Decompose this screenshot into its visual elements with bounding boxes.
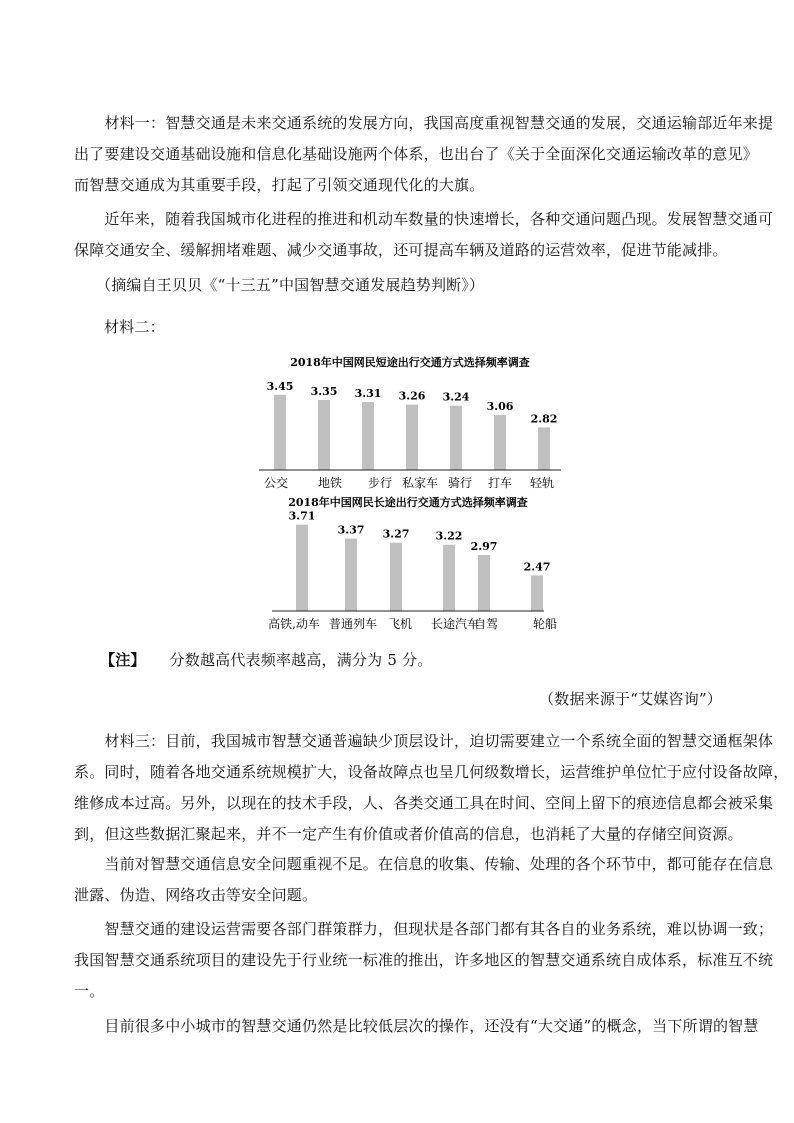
chart-title: 2018年中国网民短途出行交通方式选择频率调查: [290, 356, 530, 369]
data-source: [74, 684, 722, 715]
data-label: 3.35: [310, 384, 338, 398]
data-label: 3.37: [337, 523, 365, 537]
bar: [478, 555, 490, 611]
material3-paragraph-3: [74, 914, 774, 1007]
long-trip-bar-chart: [268, 490, 558, 632]
tick-label: 长途汽车: [430, 617, 480, 631]
data-label: 3.45: [266, 379, 294, 393]
bar: [318, 400, 330, 470]
data-label: 3.31: [354, 387, 382, 401]
text-line: 而智慧交通成为其重要手段，打起了引领交通现代化的大旗。: [74, 176, 485, 194]
text-line: 近年来，随着我国城市化进程的推进和机动车数量的快速增长，各种交通问题凸现。发展智慧交通可: [74, 210, 774, 228]
tick-label: 打车: [487, 476, 513, 490]
tick-label: 私家车: [401, 476, 439, 490]
chart-note: [100, 645, 748, 676]
tick-label: 普通列车: [328, 617, 378, 631]
material3-paragraph-1: [74, 726, 789, 850]
material3-paragraph-4: [74, 1011, 759, 1042]
section-label: 材料二：: [104, 318, 165, 336]
data-label: 2.97: [470, 539, 498, 553]
bar: [296, 525, 308, 611]
data-source-text: （数据来源于“艾媒咨询”）: [539, 690, 722, 708]
bar: [362, 402, 374, 470]
text-line: 智慧交通的建设运营需要各部门群策群力，但现状是各部门都有其各自的业务系统，难以协调一致；: [74, 920, 774, 938]
tick-label: 自驾: [473, 617, 499, 631]
bar: [450, 406, 462, 470]
chart-title: 2018年中国网民长途出行交通方式选择频率调查: [288, 496, 528, 509]
data-label: 3.24: [442, 390, 470, 404]
bar: [538, 427, 550, 470]
data-label: 3.26: [398, 389, 426, 403]
data-label: 2.47: [523, 560, 551, 574]
tick-label: 轻轨: [529, 476, 555, 490]
text-line: 当前对智慧交通信息安全问题重视不足。在信息的收集、传输、处理的各个环节中，都可能存在信息: [74, 855, 774, 873]
data-label: 3.27: [382, 527, 410, 541]
text-line: 出了要建设交通基础设施和信息化基础设施两个体系，也出台了《关于全面深化交通运输改革的意见》: [74, 145, 759, 163]
text-line: 材料三：目前，我国城市智慧交通普遍缺少顶层设计，迫切需要建立一个系统全面的智慧交通框架体: [74, 732, 774, 750]
text-line: 到，但这些数据汇聚起来，并不一定产生有价值或者价值高的信息，也消耗了大量的存储空间资源。: [74, 825, 743, 843]
text-line: 目前很多中小城市的智慧交通仍然是比较低层次的操作，还没有“大交通”的概念，当下所谓的智慧: [74, 1017, 759, 1035]
bar: [494, 415, 506, 470]
tick-label: 公交: [263, 476, 289, 490]
material1-paragraph-2: [74, 204, 774, 266]
material1-source: [96, 270, 744, 301]
bar: [443, 545, 455, 611]
bar: [406, 405, 418, 470]
tick-label: 骑行: [447, 476, 473, 490]
note-text: 分数越高代表频率越高，满分为 5 分。: [169, 651, 433, 669]
text-line: 保障交通安全、缓解拥堵难题、减少交通事故，还可提高车辆及道路的运营效率，促进节能减排。: [74, 241, 728, 259]
bar: [345, 539, 357, 611]
source-citation: （摘编自王贝贝《“十三五”中国智慧交通发展趋势判断》）: [96, 276, 485, 294]
tick-label: 地铁: [317, 476, 343, 490]
tick-label: 轮船: [532, 617, 558, 631]
text-line: 我国智慧交通系统项目的建设先于行业统一标准的推出，许多地区的智慧交通系统自成体系，标准互不统: [74, 951, 774, 969]
text-line: 材料一：智慧交通是未来交通系统的发展方向，我国高度重视智慧交通的发展，交通运输部近年来提: [74, 114, 774, 132]
material2-label: [104, 312, 752, 343]
bar: [274, 395, 286, 470]
text-line: 泄露、伪造、网络攻击等安全问题。: [74, 886, 318, 904]
material1-paragraph-1: [74, 108, 774, 201]
data-label: 3.06: [486, 400, 514, 414]
note-tag: 【注】: [100, 651, 146, 669]
short-trip-bar-chart: [255, 350, 565, 492]
bar: [531, 575, 543, 611]
text-line: 系。同时，随着各地交通系统规模扩大，设备故障点也呈几何级数增长，运营维护单位忙于应付设备故障，: [74, 763, 789, 781]
tick-label: 高铁,动车: [268, 617, 320, 631]
data-label: 3.22: [435, 529, 463, 543]
material3-paragraph-2: [74, 849, 774, 911]
bar: [390, 543, 402, 611]
data-label: 2.82: [530, 412, 558, 426]
tick-label: 飞机: [387, 617, 413, 631]
text-line: 一。: [74, 982, 105, 1000]
data-label: 3.71: [288, 509, 316, 523]
text-line: 维修成本过高。另外，以现在的技术手段，人、各类交通工具在时间、空间上留下的痕迹信息都会被采集: [74, 794, 774, 812]
tick-label: 步行: [367, 476, 393, 490]
